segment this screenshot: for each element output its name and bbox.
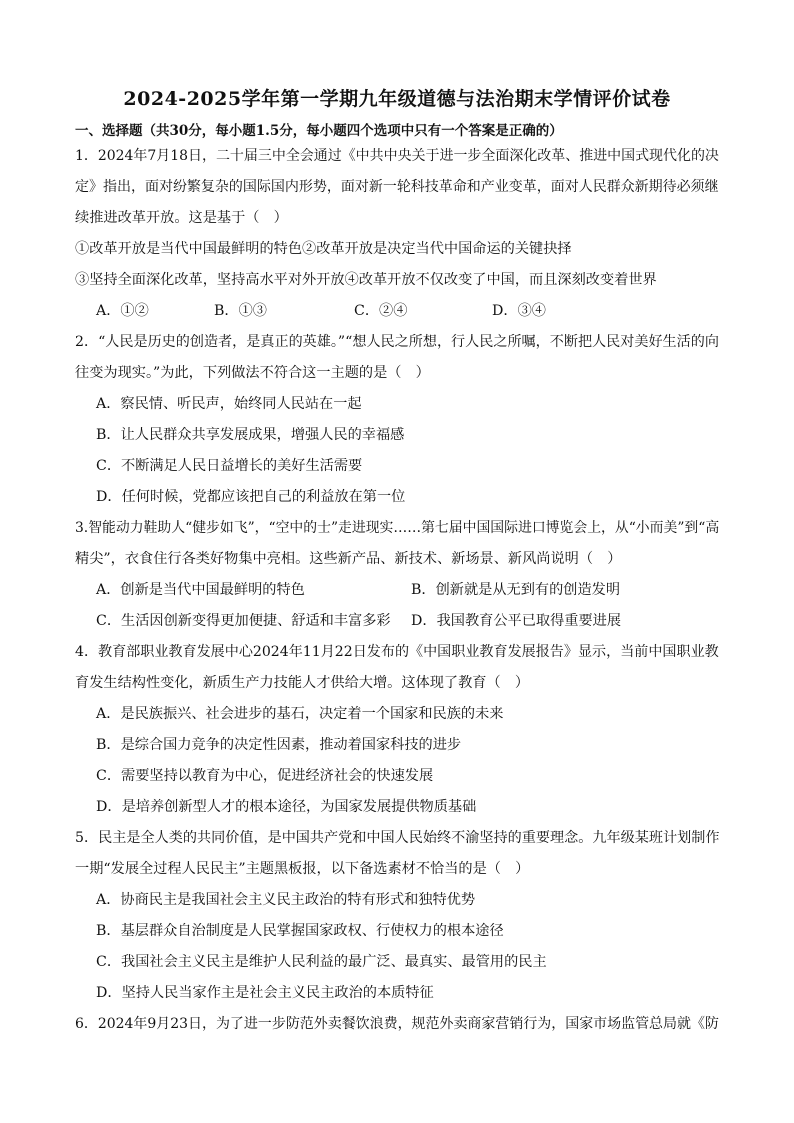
q5-option-d: D．坚持人民当家作主是社会主义民主政治的本质特征: [96, 985, 434, 1001]
q4-option-b: B．是综合国力竞争的决定性因素，推动着国家科技的进步: [96, 737, 462, 753]
q5-option-a: A．协商民主是我国社会主义民主政治的特有形式和独特优势: [96, 892, 476, 908]
q4-line: 4．教育部职业教育发展中心2024年11月22日发布的《中国职业教育发展报告》显示，当前中国职业教: [75, 644, 719, 660]
q4-line: 育发生结构性变化，新质生产力技能人才供给大增。这体现了教育（ ）: [75, 675, 530, 691]
q4-option-d: D．是培养创新型人才的根本途径，为国家发展提供物质基础: [96, 799, 477, 815]
q5-option-b: B．基层群众自治制度是人民掌握国家政权、行使权力的根本途径: [96, 923, 504, 939]
q6-line: 6．2024年9月23日，为了进一步防范外卖餐饮浪费，规范外卖商家营销行为，国家市场监管总局就《防: [75, 1016, 719, 1032]
q3-option-a: A．创新是当代中国最鲜明的特色: [96, 582, 305, 598]
q1-statement: ③坚持全面深化改革，坚持高水平对外开放④改革开放不仅改变了中国，而且深刻改变着世界: [75, 272, 657, 288]
q1-line: 1．2024年7月18日，二十届三中全会通过《中共中央关于进一步全面深化改革、推进中国式现代化的决: [75, 148, 719, 164]
section-heading: 一、选择题（共30分，每小题1.5分，每小题四个选项中只有一个答案是正确的）: [75, 123, 563, 139]
page-title: 2024-2025学年第一学期九年级道德与法治期末学情评价试卷: [123, 88, 671, 110]
q5-line: 一期“发展全过程人民民主”主题黑板报，以下备选素材不恰当的是（ ）: [75, 861, 530, 877]
q1-option-a: A．①②: [96, 303, 149, 319]
q3-line: 3.智能动力鞋助人“健步如飞”，“空中的士”走进现实……第七届中国国际进口博览会上，从“小而美”到“高: [75, 520, 720, 536]
q5-option-c: C．我国社会主义民主是维护人民利益的最广泛、最真实、最管用的民主: [96, 954, 547, 970]
q2-option-a: A．察民情、听民声，始终同人民站在一起: [96, 396, 362, 412]
q4-option-a: A．是民族振兴、社会进步的基石，决定着一个国家和民族的未来: [96, 706, 504, 722]
q1-line: 续推进改革开放。这是基于（ ）: [75, 210, 288, 226]
q2-line: 2．“人民是历史的创造者，是真正的英雄。”“想人民之所想，行人民之所嘱，不断把人民对美好生活的向: [75, 334, 719, 350]
q1-line: 定》指出，面对纷繁复杂的国际国内形势，面对新一轮科技革命和产业变革，面对人民群众新期待必须继: [75, 179, 719, 195]
q1-statement: ①改革开放是当代中国最鲜明的特色②改革开放是决定当代中国命运的关键抉择: [75, 241, 572, 257]
q3-line: 精尖”，衣食住行各类好物集中亮相。这些新产品、新技术、新场景、新风尚说明（ ）: [75, 551, 622, 567]
q2-option-c: C．不断满足人民日益增长的美好生活需要: [96, 458, 363, 474]
q5-line: 5．民主是全人类的共同价值，是中国共产党和中国人民始终不渝坚持的重要理念。九年级某班计划制作: [75, 830, 720, 846]
q2-option-d: D．任何时候，党都应该把自己的利益放在第一位: [96, 489, 406, 505]
q2-line: 往变为现实。”为此，下列做法不符合这一主题的是（ ）: [75, 365, 430, 381]
q3-option-b: B．创新就是从无到有的创造发明: [411, 582, 621, 598]
q1-option-c: C．②④: [354, 303, 408, 319]
q3-option-c: C．生活因创新变得更加便捷、舒适和丰富多彩: [96, 613, 391, 629]
q1-option-b: B．①③: [214, 303, 267, 319]
q2-option-b: B．让人民群众共享发展成果，增强人民的幸福感: [96, 427, 405, 443]
q1-option-d: D．③④: [492, 303, 546, 319]
q3-option-d: D．我国教育公平已取得重要进展: [411, 613, 622, 629]
q4-option-c: C．需要坚持以教育为中心，促进经济社会的快速发展: [96, 768, 434, 784]
